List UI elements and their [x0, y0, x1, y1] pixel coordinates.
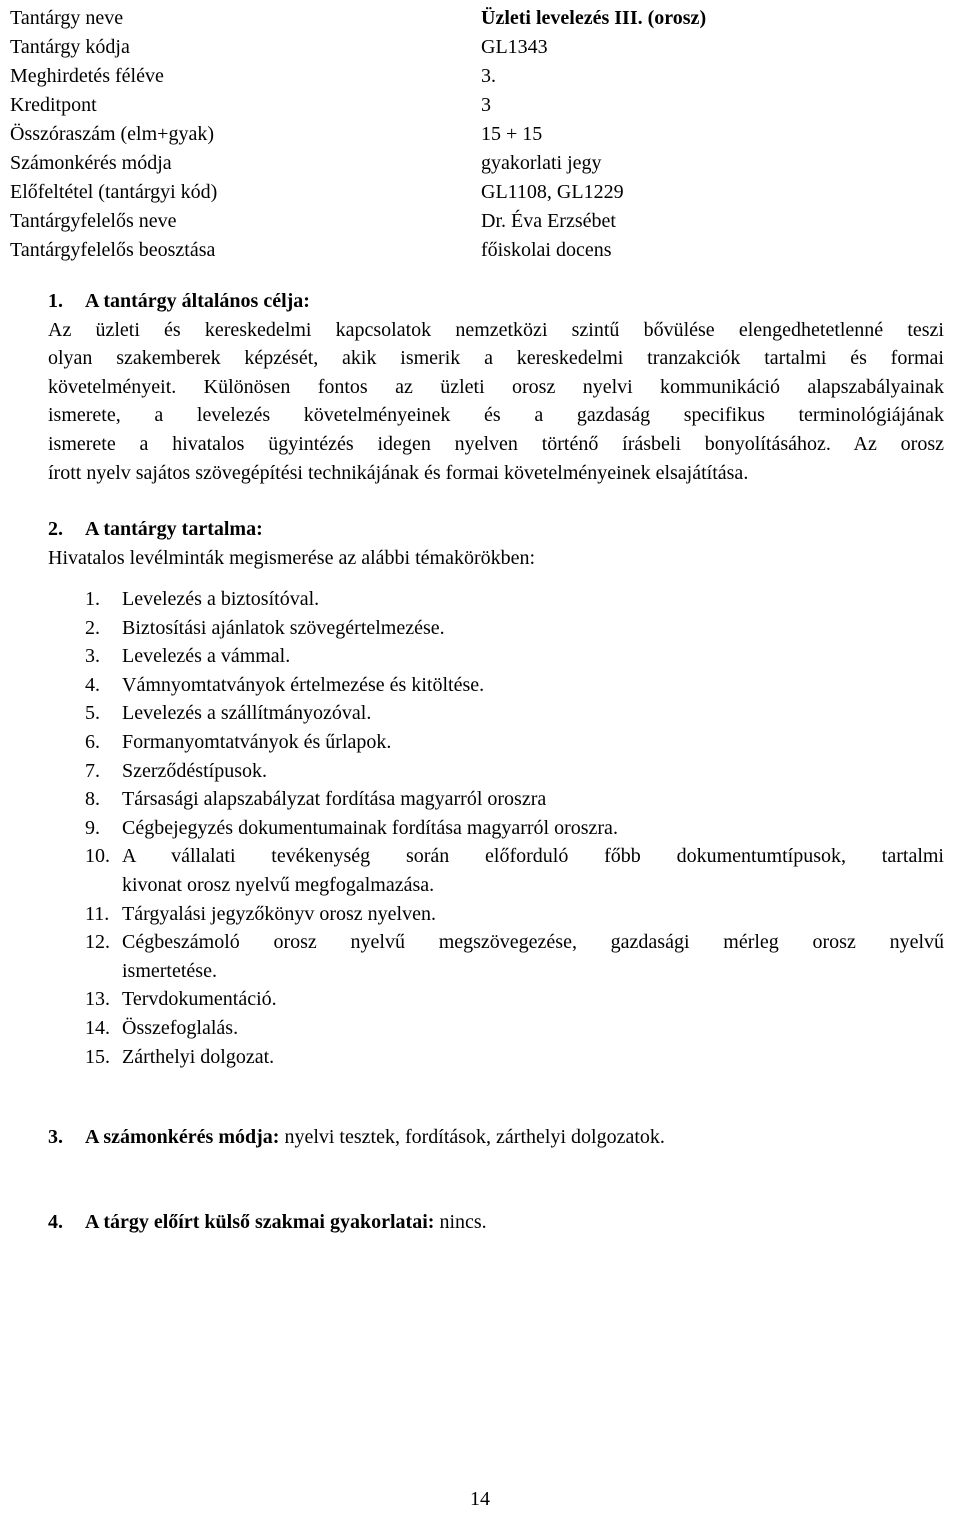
list-item-text: Levelezés a vámmal.: [122, 645, 291, 668]
list-item-text: Cégbejegyzés dokumentumainak fordítása magyarról oroszra.: [122, 816, 618, 839]
info-value: 3: [481, 94, 491, 116]
section-title: A tantárgy tartalma:: [85, 518, 263, 540]
section-paragraph: [48, 316, 944, 488]
list-item-number: 5.: [85, 702, 100, 725]
paragraph-line: követelményeit. Különösen fontos az üzleti orosz nyelvi kommunikáció alapszabályainak: [48, 375, 944, 398]
section-heading: [48, 515, 944, 544]
list-item-number: 6.: [85, 730, 100, 753]
info-row-assessment: [10, 149, 950, 178]
subject-info-table: [10, 4, 950, 265]
info-label: Kreditpont: [10, 94, 97, 116]
section-number: 4.: [48, 1211, 63, 1233]
list-item-text: Szerződéstípusok.: [122, 759, 267, 782]
list-item-line: Cégbeszámoló orosz nyelvű megszövegezése, gazdasági mérleg orosz nyelvű: [122, 931, 944, 954]
info-label: Számonkérés módja: [10, 152, 172, 174]
section-practice: [48, 1208, 487, 1237]
list-item-text: Zárthelyi dolgozat.: [122, 1045, 275, 1068]
list-item-line: A vállalati tevékenység során előforduló főbb dokumentumtípusok, tartalmi: [122, 845, 944, 868]
section-title: A tantárgy általános célja:: [85, 290, 310, 312]
info-value: Üzleti levelezés III. (orosz): [481, 7, 707, 29]
list-item-number: 1.: [85, 588, 100, 610]
list-item-text: Biztosítási ajánlatok szövegértelmezése.: [122, 616, 445, 639]
paragraph-line: írott nyelv sajátos szövegépítési technikájának és formai követelményeinek elsajátítása.: [48, 461, 749, 484]
list-item-text: [122, 842, 944, 899]
info-value: 15 + 15: [481, 123, 543, 145]
info-value: Dr. Éva Erzsébet: [481, 210, 616, 232]
info-row-credits: [10, 91, 950, 120]
list-item-text: Formanyomtatványok és űrlapok.: [122, 730, 392, 753]
list-item: [85, 757, 944, 786]
section-assessment: [48, 1123, 665, 1152]
list-item-text: Tárgyalási jegyzőkönyv orosz nyelven.: [122, 902, 436, 925]
list-item: [85, 671, 944, 700]
info-label: Tantárgy kódja: [10, 36, 130, 58]
info-value: gyakorlati jegy: [481, 152, 602, 174]
list-item: [85, 1014, 944, 1043]
section-number: 2.: [48, 518, 63, 540]
list-item: [85, 642, 944, 671]
info-row-total-hours: [10, 120, 950, 149]
section-general-goal: [48, 287, 944, 487]
paragraph-line: ismerete, a levelezés követelményeinek és a gazdaság specifikus terminológiájának: [48, 404, 944, 427]
section-title: A tárgy előírt külső szakmai gyakorlatai:: [85, 1211, 435, 1233]
list-item-text: Levelezés a szállítmányozóval.: [122, 702, 372, 725]
list-item-text: Tervdokumentáció.: [122, 988, 277, 1011]
list-item-line: ismertetése.: [122, 959, 217, 982]
list-item-number: 10.: [85, 845, 110, 868]
section-number: 3.: [48, 1126, 63, 1148]
section-intro: Hivatalos levélminták megismerése az alábbi témakörökben:: [48, 546, 536, 569]
list-item: [85, 728, 944, 757]
info-row-subject-name: [10, 4, 950, 33]
section-text: nyelvi tesztek, fordítások, zárthelyi dolgozatok.: [279, 1126, 665, 1148]
list-item-text: Levelezés a biztosítóval.: [122, 588, 320, 610]
list-item-number: 15.: [85, 1045, 110, 1068]
info-label: Tantárgy neve: [10, 7, 124, 29]
list-item-text: [122, 928, 944, 985]
page-number: 14: [470, 1488, 490, 1510]
paragraph-line: Az üzleti és kereskedelmi kapcsolatok nemzetközi szintű bővülése elengedhetetlenné teszi: [48, 318, 944, 341]
section-content: [48, 515, 944, 572]
info-row-subject-code: [10, 33, 950, 62]
info-label: Összóraszám (elm+gyak): [10, 123, 214, 145]
info-label: Előfeltétel (tantárgyi kód): [10, 181, 218, 203]
list-item: [85, 900, 944, 929]
list-item-number: 7.: [85, 759, 100, 782]
list-item: [85, 1043, 944, 1072]
list-item-text: Összefoglalás.: [122, 1016, 239, 1039]
info-value: 3.: [481, 65, 496, 87]
section-text: nincs.: [434, 1211, 487, 1233]
info-row-responsible-name: [10, 207, 950, 236]
list-item-line: kivonat orosz nyelvű megfogalmazása.: [122, 873, 435, 896]
section-number: 1.: [48, 290, 63, 312]
list-item-number: 13.: [85, 988, 110, 1011]
list-item-number: 4.: [85, 673, 100, 696]
paragraph-line: ismerete a hivatalos ügyintézés idegen nyelven történő írásbeli bonyolításához. Az orosz: [48, 432, 944, 455]
topic-list: [85, 585, 944, 1071]
paragraph-line: olyan szakemberek képzését, akik ismerik a kereskedelmi tranzakciók tartalmi és formai: [48, 347, 944, 370]
info-value: GL1343: [481, 36, 548, 58]
list-item-number: 3.: [85, 645, 100, 668]
list-item-number: 12.: [85, 931, 110, 954]
list-item-text: Vámnyomtatványok értelmezése és kitöltése.: [122, 673, 485, 696]
list-item: [85, 985, 944, 1014]
list-item: [85, 814, 944, 843]
list-item-number: 9.: [85, 816, 100, 839]
list-item: [85, 785, 944, 814]
list-item: [85, 842, 944, 899]
list-item-number: 2.: [85, 616, 100, 639]
info-row-prerequisite: [10, 178, 950, 207]
list-item-number: 8.: [85, 788, 100, 811]
list-item: [85, 928, 944, 985]
info-label: Tantárgyfelelős neve: [10, 210, 177, 232]
info-value: GL1108, GL1229: [481, 181, 624, 203]
info-label: Meghirdetés féléve: [10, 65, 164, 87]
list-item: [85, 585, 944, 614]
section-title: A számonkérés módja:: [85, 1126, 280, 1148]
info-row-semester: [10, 62, 950, 91]
list-item-number: 11.: [85, 902, 110, 925]
info-row-responsible-position: [10, 236, 950, 265]
section-heading: [48, 287, 944, 316]
list-item-number: 14.: [85, 1016, 110, 1039]
list-item: [85, 699, 944, 728]
info-value: főiskolai docens: [481, 239, 612, 261]
list-item: [85, 614, 944, 643]
info-label: Tantárgyfelelős beosztása: [10, 239, 216, 261]
list-item-text: Társasági alapszabályzat fordítása magyarról oroszra: [122, 788, 547, 811]
